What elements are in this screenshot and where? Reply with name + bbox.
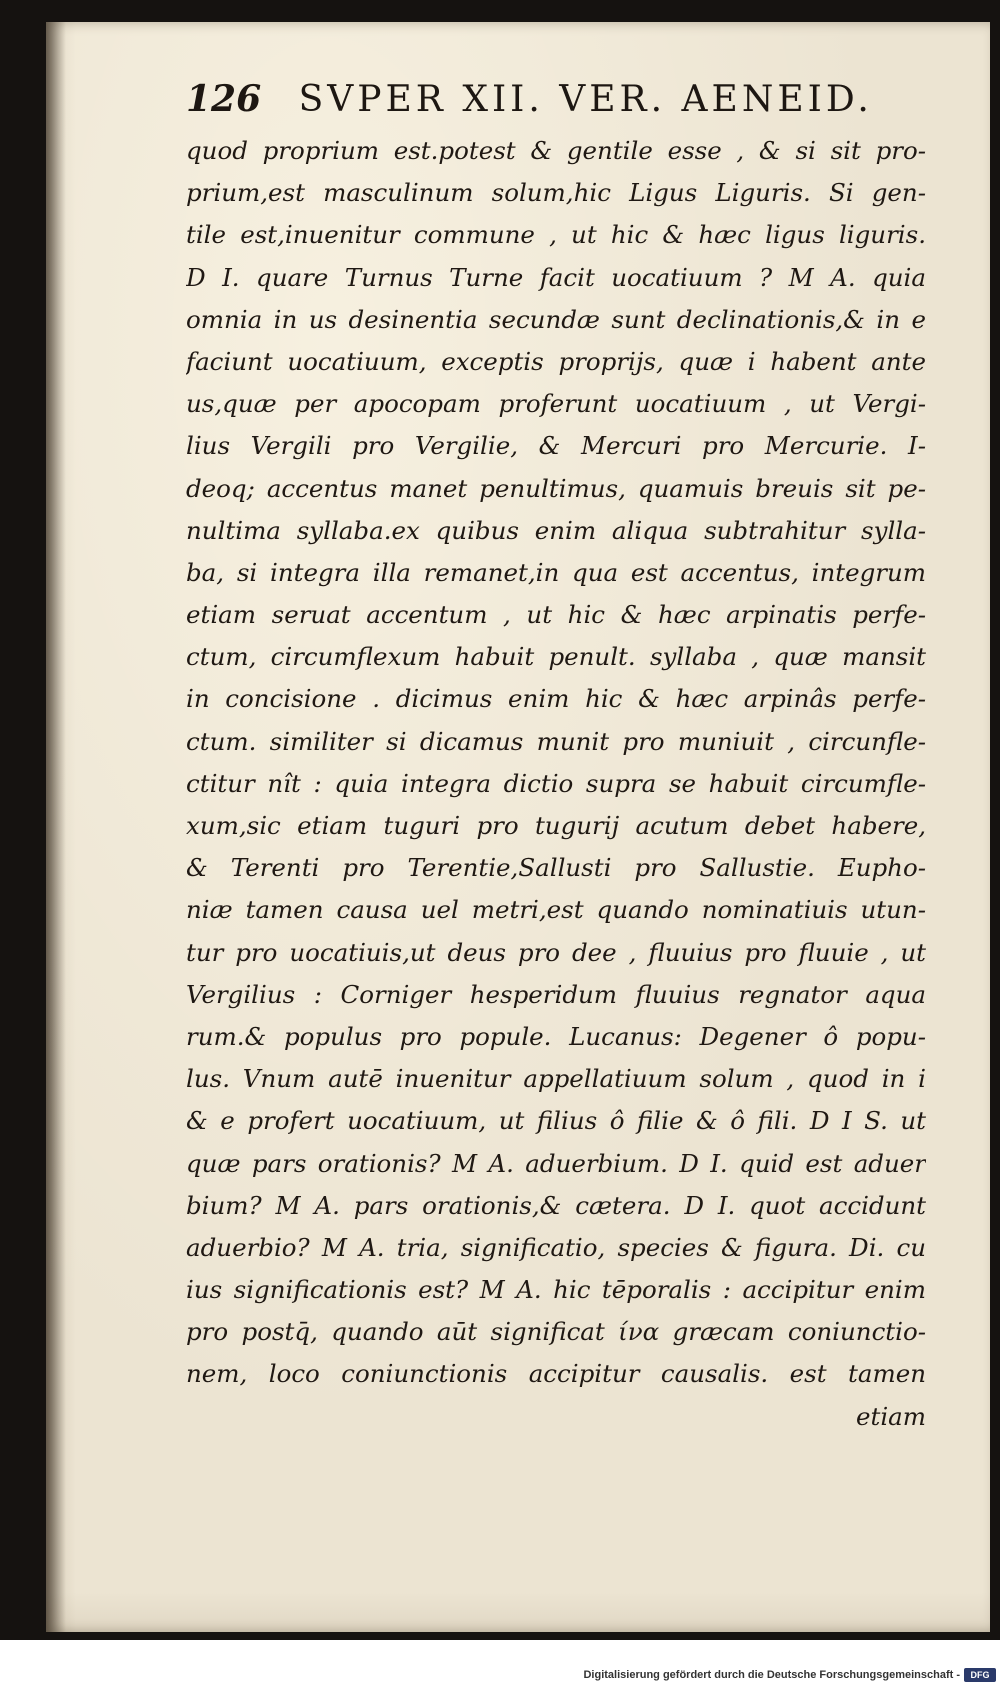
digitization-credit: Digitalisierung gefördert durch die Deutsche Forschungsgemeinschaft - (583, 1669, 960, 1681)
text-line: aduerbio? M A. tria, significatio, species & figura. Di. cu (186, 1232, 926, 1262)
text-line: tur pro uocatiuis,ut deus pro dee , fluuius pro fluuie , ut (186, 937, 926, 967)
text-line: Vergilius : Corniger hesperidum fluuius regnator aqua (186, 979, 926, 1009)
text-line: faciunt uocatiuum, exceptis proprijs, quæ i habent ante (186, 346, 926, 376)
text-line: ctum. similiter si dicamus munit pro muniuit , circunfle- (186, 726, 926, 756)
text-line: lus. Vnum autē inuenitur appellatiuum solum , quod in i (186, 1064, 926, 1094)
text-line: & Terenti pro Terentie,Sallusti pro Sallustie. Eupho- (186, 853, 926, 883)
text-line: lius Vergili pro Vergilie, & Mercuri pro Mercurie. I- (186, 431, 926, 461)
text-line: rum.& populus pro popule. Lucanus: Degener ô popu- (186, 1021, 926, 1051)
text-line: ctum, circumflexum habuit penult. syllaba , quæ mansit (186, 642, 926, 672)
text-line: ctitur nît : quia integra dictio supra se habuit circumfle- (186, 768, 926, 798)
dfg-logo-icon: DFG (964, 1668, 996, 1682)
text-line: ius significationis est? M A. hic tēporalis : accipitur enim (186, 1275, 926, 1305)
text-line: quæ pars orationis? M A. aduerbium. D I. quid est aduer (186, 1148, 926, 1178)
running-title: SVPER XII. VER. AENEID. (298, 79, 873, 120)
text-line: deoq; accentus manet penultimus, quamuis breuis sit pe- (186, 473, 926, 503)
text-line: bium? M A. pars orationis,& cætera. D I. quot accidunt (186, 1190, 926, 1220)
text-line: tile est,inuenitur commune , ut hic & hæc ligus liguris. (186, 220, 926, 250)
text-line: nultima syllaba.ex quibus enim aliqua subtrahitur sylla- (186, 515, 926, 545)
text-line: D I. quare Turnus Turne facit uocatiuum ? M A. quia (186, 262, 926, 292)
text-line: etiam (855, 1401, 926, 1431)
spine-shadow (46, 22, 66, 1632)
text-line: us,quæ per apocopam proferunt uocatiuum , ut Vergi- (186, 389, 926, 419)
text-line: prium,est masculinum solum,hic Ligus Liguris. Si gen- (186, 178, 926, 208)
text-line: pro postq̄, quando aūt significat ίνα græcam coniunctio- (186, 1317, 926, 1347)
text-line: ba, si integra illa remanet,in qua est accentus, integrum (186, 557, 926, 587)
text-line: niæ tamen causa uel metri,est quando nominatiuis utun- (186, 895, 926, 925)
text-line: omnia in us desinentia secundæ sunt declinationis,& in e (186, 304, 926, 334)
body-text (186, 130, 926, 1438)
text-line: & e profert uocatiuum, ut filius ô filie & ô fili. D I S. ut (186, 1106, 926, 1136)
text-line: etiam seruat accentum , ut hic & hæc arpinatis perfe- (186, 600, 926, 630)
text-line: xum,sic etiam tuguri pro tugurij acutum debet habere, (186, 811, 926, 840)
text-line: in concisione . dicimus enim hic & hæc arpinâs perfe- (186, 684, 926, 714)
page-header (186, 78, 926, 120)
text-line: nem, loco coniunctionis accipitur causalis. est tamen (186, 1359, 926, 1389)
page-number: 126 (186, 78, 262, 120)
text-line: quod proprium est.potest & gentile esse , & si sit pro- (186, 136, 926, 165)
